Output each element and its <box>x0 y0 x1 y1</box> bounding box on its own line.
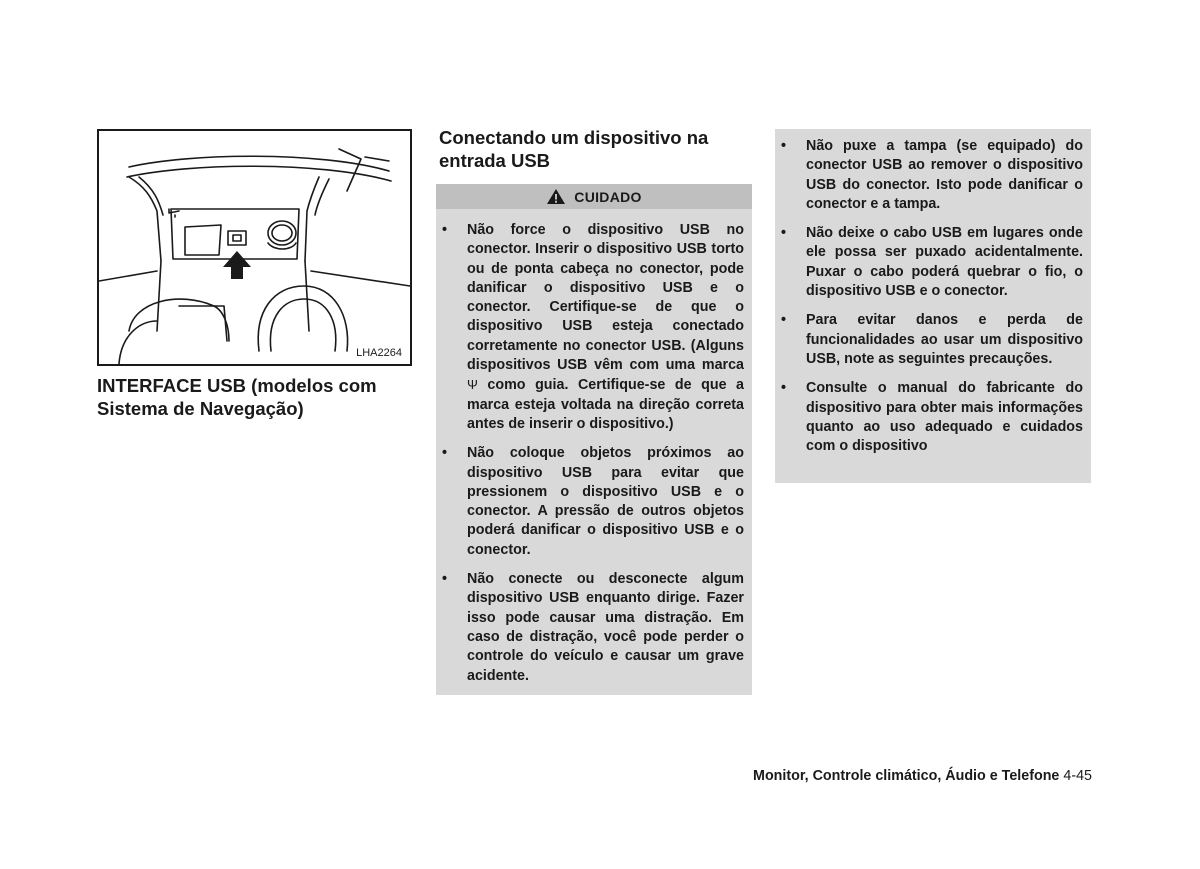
heading-line: INTERFACE USB (modelos com <box>97 375 377 396</box>
item-text: Não deixe o cabo USB em lugares onde ele possa ser puxado acidentalmente. Puxar o cabo poderá quebrar o fio, o dispositivo USB e o conector. <box>806 225 1083 300</box>
list-item <box>775 379 1091 456</box>
list-item <box>436 570 752 686</box>
heading-line: Conectando um dispositivo na <box>439 127 709 148</box>
page-footer <box>753 768 1092 784</box>
usb-location-illustration <box>97 129 412 366</box>
caution-list <box>436 209 752 686</box>
list-item <box>436 444 752 560</box>
warning-triangle-icon <box>546 188 566 205</box>
usb-interface-heading <box>97 374 427 420</box>
footer-section: Monitor, Controle climático, Áudio e Telefone <box>753 768 1060 784</box>
figure-code: LHA2264 <box>356 347 402 359</box>
bullet: • <box>781 380 787 397</box>
item-text: Consulte o manual do fabricante do dispositivo para obter mais informações quanto ao uso adequado e cuidados com o dispositivo <box>806 380 1083 455</box>
item-text: como guia. Certifique-se de que a marca esteja voltada na direção correta antes de inserir o dispositivo.) <box>467 377 744 432</box>
precautions-list <box>775 137 1091 456</box>
heading-line: entrada USB <box>439 150 551 171</box>
caution-panel <box>436 184 752 695</box>
bullet: • <box>442 445 448 462</box>
bullet: • <box>442 571 448 588</box>
bullet: • <box>781 312 787 329</box>
connecting-device-heading <box>439 126 759 172</box>
list-item <box>775 224 1091 301</box>
item-text: Não coloque objetos próximos ao dispositivo USB para evitar que pressionem o dispositivo USB e o conector. A pressão de outros objetos poderá danificar o dispositivo USB e o conector. <box>467 445 744 558</box>
list-item <box>436 221 752 434</box>
heading-line: Sistema de Navegação) <box>97 398 304 419</box>
bullet: • <box>781 138 787 154</box>
item-text: Não conecte ou desconecte algum dispositivo USB enquanto dirige. Fazer isso pode causar uma distração. Em caso de distração, você pode perder o controle do veículo e causar um grave acidente. <box>467 571 744 684</box>
arrow-indicator-icon <box>223 251 251 279</box>
list-item <box>775 137 1091 214</box>
bullet: • <box>442 222 448 238</box>
caution-header <box>436 184 752 209</box>
precautions-panel <box>775 129 1091 483</box>
bullet: • <box>781 225 787 242</box>
item-text: Não force o dispositivo USB no conector. Inserir o dispositivo USB torto ou de ponta cabeça no conector, pode danificar o dispositivo USB e o conector. Certifique-se de que o dispositivo USB esteja conectado corretamente no conector USB. (Alguns dispositivos USB vêm com uma marca <box>467 222 744 374</box>
item-text: Não puxe a tampa (se equipado) do conector USB ao remover o dispositivo USB do conector. Isto pode danificar o conector e a tampa. <box>806 138 1083 212</box>
item-text: Para evitar danos e perda de funcionalidades ao usar um dispositivo USB, note as seguintes precauções. <box>806 312 1083 367</box>
center-console-drawing <box>99 131 410 364</box>
list-item <box>775 311 1091 369</box>
page-number: 4-45 <box>1063 768 1092 784</box>
usb-mark-icon: Ψ <box>467 377 478 393</box>
caution-label: CUIDADO <box>574 188 642 205</box>
